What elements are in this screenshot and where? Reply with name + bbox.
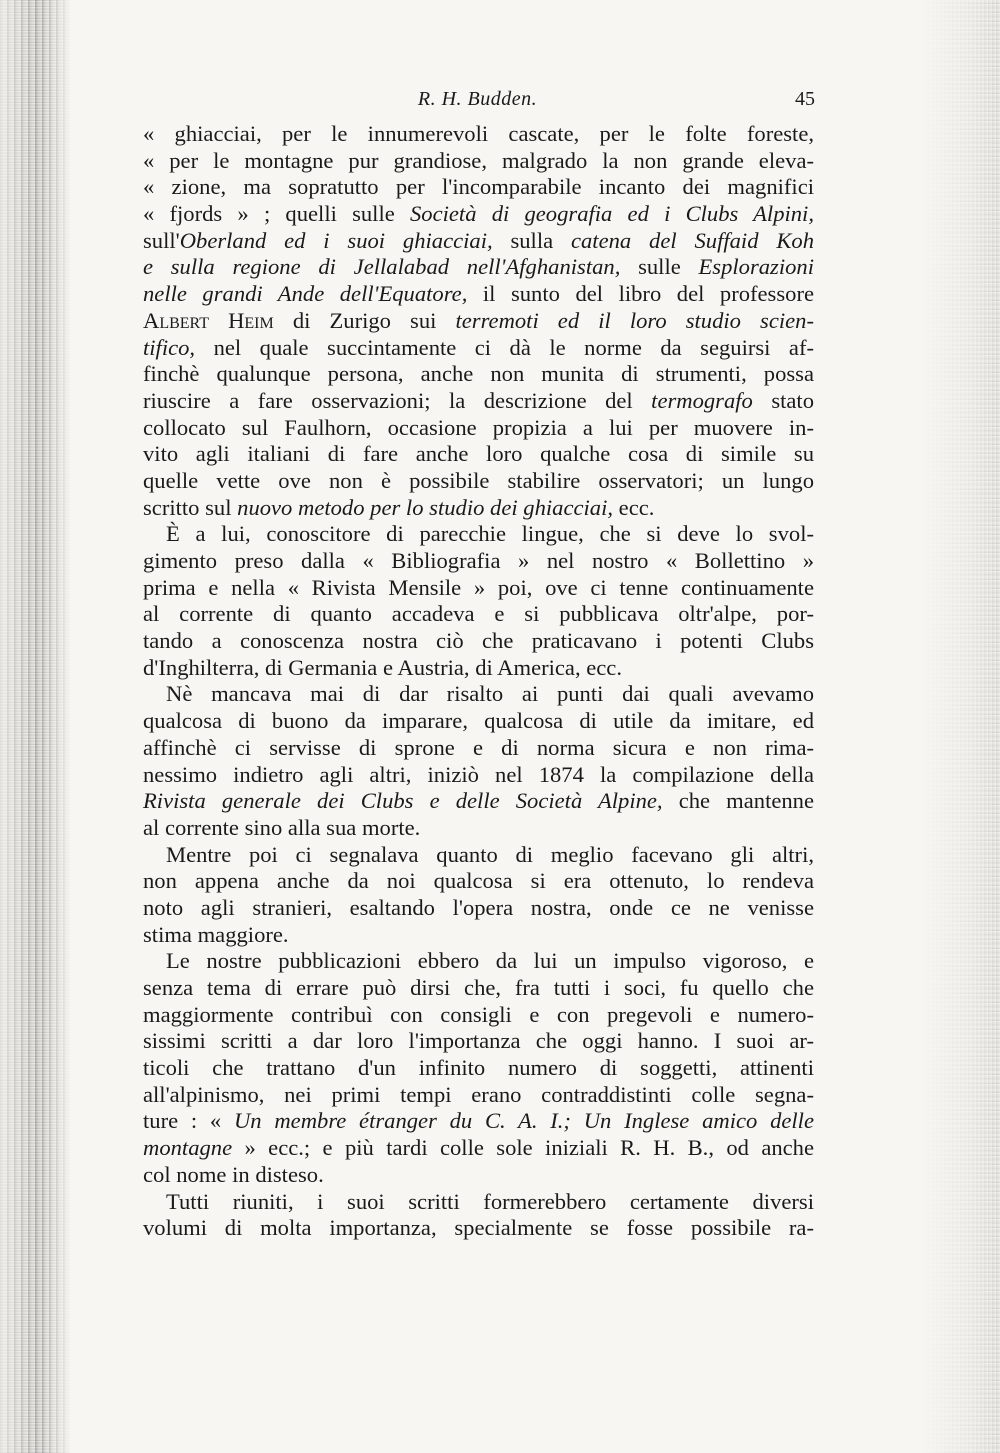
italic-text: montagne xyxy=(143,1135,233,1161)
text-line xyxy=(143,788,814,815)
text-line xyxy=(143,1215,814,1242)
text-line xyxy=(143,948,814,975)
page-header xyxy=(140,88,815,120)
italic-text: catena del Suffaid Koh xyxy=(570,227,814,253)
text-line xyxy=(143,468,814,495)
text-run: all'alpinismo, nei primi tempi erano contraddistinti colle segna- xyxy=(143,1081,814,1107)
text-line xyxy=(143,1162,814,1189)
text-run: maggiormente contribuì con consigli e con pregevoli e numero- xyxy=(143,1001,814,1027)
text-run: » ecc.; e più tardi colle sole iniziali R. H. B., od anche xyxy=(232,1135,814,1161)
text-line xyxy=(143,1028,814,1055)
text-line xyxy=(143,1002,814,1029)
text-run: al corrente sino alla sua morte. xyxy=(143,814,421,840)
text-line xyxy=(143,1082,814,1109)
text-run: nel quale succintamente ci dà le norme da seguirsi af- xyxy=(195,334,814,360)
text-line xyxy=(143,1055,814,1082)
text-run: È a lui, conoscitore di parecchie lingue, che si deve lo svol- xyxy=(166,521,814,547)
italic-text: nelle grandi Ande dell'Equatore, xyxy=(143,281,468,307)
text-line xyxy=(143,601,814,628)
text-run: non appena anche da noi qualcosa si era ottenuto, lo rendeva xyxy=(143,868,814,894)
text-line xyxy=(143,521,814,548)
text-run: noto agli stranieri, esaltando l'opera nostra, onde ce ne venisse xyxy=(143,894,814,920)
text-line xyxy=(143,815,814,842)
text-run: Tutti riuniti, i suoi scritti formerebbero certamente diversi xyxy=(166,1188,814,1214)
text-line xyxy=(143,308,814,335)
text-run: che mantenne xyxy=(662,788,815,814)
text-run: « per le montagne pur grandiose, malgrado la non grande eleva- xyxy=(143,147,814,173)
text-line xyxy=(143,548,814,575)
text-run: riuscire a fare osservazioni; la descrizione del xyxy=(143,387,652,413)
text-run: sulle xyxy=(620,254,699,280)
scan-binding-shadow xyxy=(0,0,70,1453)
italic-text: Oberland ed i suoi ghiacciai, xyxy=(179,227,493,253)
text-run: Mentre poi ci segnalava quanto di meglio facevano gli altri, xyxy=(166,841,814,867)
text-run: gimento preso dalla « Bibliografia » nel nostro « Bollettino » xyxy=(143,548,814,573)
text-run: prima e nella « Rivista Mensile » poi, ove ci tenne continuamente xyxy=(143,574,814,600)
italic-text: Esplorazioni xyxy=(698,254,814,280)
text-run: volumi di molta importanza, specialmente se fosse possibile ra- xyxy=(143,1215,814,1241)
text-run: vito agli italiani di fare anche loro qualche cosa di simile su xyxy=(143,441,814,467)
text-line xyxy=(143,201,814,228)
text-line xyxy=(143,975,814,1002)
text-run: « zione, ma sopratutto per l'incomparabile incanto dei magnifici xyxy=(143,174,814,200)
text-run: scritto sul xyxy=(143,494,238,520)
text-line xyxy=(143,121,814,148)
italic-text: terremoti ed il loro studio scien- xyxy=(455,307,814,333)
text-line xyxy=(143,842,814,869)
text-line xyxy=(143,174,814,201)
text-line xyxy=(143,495,814,522)
text-run: « fjords » ; quelli sulle xyxy=(143,201,410,227)
text-run: ecc. xyxy=(613,494,655,520)
text-run: d'Inghilterra, di Germania e Austria, di America, ecc. xyxy=(143,654,622,680)
italic-text: termografo xyxy=(651,387,753,413)
text-line xyxy=(143,868,814,895)
text-line xyxy=(143,361,814,388)
text-line xyxy=(143,441,814,468)
text-run: al corrente di quanto accadeva e si pubblicava oltr'alpe, por- xyxy=(143,601,814,627)
page-number: 45 xyxy=(795,88,815,110)
body-text xyxy=(143,121,814,1242)
italic-text: e sulla regione di Jellalabad nell'Afghanistan, xyxy=(143,254,621,280)
italic-text: tifico, xyxy=(143,334,196,360)
text-line xyxy=(143,922,814,949)
text-run: sulla xyxy=(492,227,571,253)
text-line xyxy=(143,415,814,442)
small-caps-name: Albert Heim xyxy=(143,307,274,333)
text-run: stima maggiore. xyxy=(143,921,289,947)
text-run: tando a conoscenza nostra ciò che praticavano i potenti Clubs xyxy=(143,628,814,654)
text-run: affinchè ci servisse di sprone e di norma sicura e non rima- xyxy=(143,734,814,760)
italic-text: Rivista generale dei Clubs e delle Società Alpine, xyxy=(143,788,663,814)
text-run: nessimo indietro agli altri, iniziò nel 1874 la compilazione della xyxy=(143,761,814,787)
text-line xyxy=(143,1189,814,1216)
text-run: Nè mancava mai di dar risalto ai punti dai quali avevamo xyxy=(166,681,814,707)
text-line xyxy=(143,628,814,655)
text-run: collocato sul Faulhorn, occasione propizia a lui per muovere in- xyxy=(143,414,814,440)
text-line xyxy=(143,1135,814,1162)
text-line xyxy=(143,148,814,175)
text-line xyxy=(143,388,814,415)
text-line xyxy=(143,1108,814,1135)
text-run: senza tema di errare può dirsi che, fra tutti i soci, fu quello che xyxy=(143,975,814,1000)
running-title: R. H. Budden. xyxy=(417,88,538,110)
text-line xyxy=(143,655,814,682)
scan-edge-noise xyxy=(920,0,1000,1453)
text-run: qualcosa di buono da imparare, qualcosa di utile da imitare, ed xyxy=(143,708,814,734)
text-line xyxy=(143,575,814,602)
text-line xyxy=(143,735,814,762)
text-line xyxy=(143,708,814,735)
text-run: « ghiacciai, per le innumerevoli cascate, per le folte foreste, xyxy=(143,121,814,146)
text-run: sissimi scritti a dar loro l'importanza che oggi hanno. I suoi ar- xyxy=(143,1028,814,1054)
text-run: ture : « xyxy=(143,1108,234,1134)
text-run: sull' xyxy=(143,227,180,253)
text-line xyxy=(143,895,814,922)
text-line xyxy=(143,254,814,281)
text-line xyxy=(143,228,814,255)
text-run: il sunto del libro del professore xyxy=(467,281,814,307)
text-run: ticoli che trattano d'un infinito numero di soggetti, attinenti xyxy=(143,1055,814,1081)
text-run: stato xyxy=(752,387,814,413)
italic-text: nuovo metodo per lo studio dei ghiacciai, xyxy=(237,494,614,520)
text-run: col nome in disteso. xyxy=(143,1161,324,1187)
text-run: finchè qualunque persona, anche non munita di strumenti, possa xyxy=(143,361,814,387)
text-line xyxy=(143,681,814,708)
text-run: di Zurigo sui xyxy=(273,307,456,333)
italic-text: Società di geografia ed i Clubs Alpini, xyxy=(409,201,814,227)
italic-text: Un membre étranger du C. A. I.; Un Inglese amico delle xyxy=(233,1108,814,1134)
text-line xyxy=(143,281,814,308)
text-run: Le nostre pubblicazioni ebbero da lui un impulso vigoroso, e xyxy=(166,948,814,974)
text-run: quelle vette ove non è possibile stabilire osservatori; un lungo xyxy=(143,467,814,493)
text-line xyxy=(143,335,814,362)
text-line xyxy=(143,762,814,789)
